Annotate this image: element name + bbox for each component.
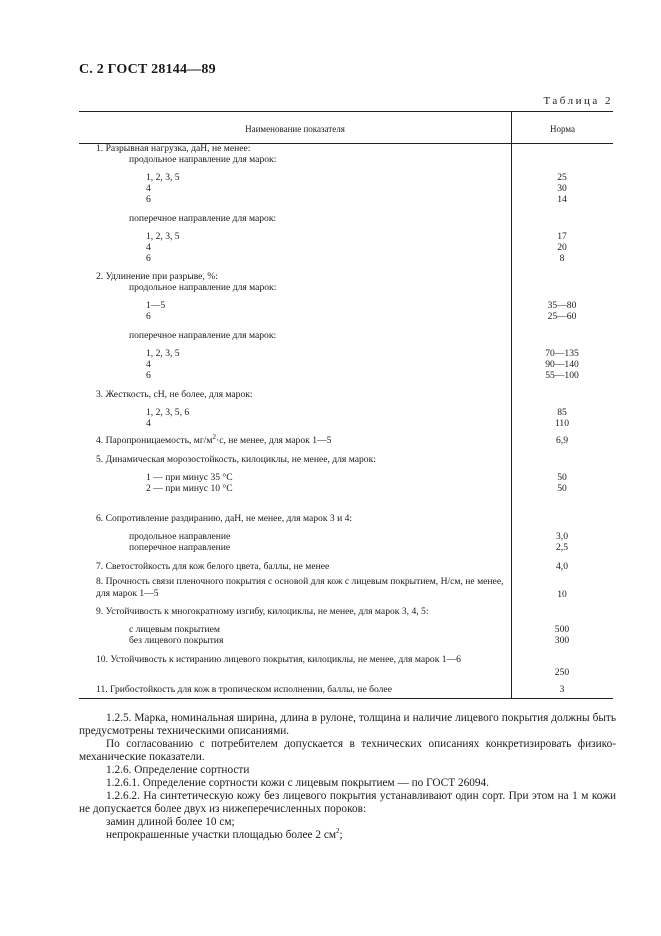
- page-header: С. 2 ГОСТ 28144—89: [79, 62, 216, 77]
- norm-value: 8: [559, 253, 565, 264]
- table-bottom-border: [79, 698, 613, 699]
- row-label: поперечное направление: [129, 542, 231, 553]
- norm-value: 6,9: [556, 435, 568, 446]
- row-label: 6. Сопротивление раздиранию, даН, не менее, для марок 3 и 4:: [96, 513, 353, 524]
- row-label: поперечное направление для марок:: [129, 330, 277, 341]
- column-header-name: Наименование показателя: [245, 124, 345, 134]
- norm-value: 35—80: [547, 300, 577, 311]
- row-label: 1, 2, 3, 5: [146, 231, 180, 242]
- norm-value: 17: [557, 231, 567, 242]
- norm-value: 4,0: [556, 561, 568, 572]
- norm-value: 70—135: [545, 348, 579, 359]
- spec-table: [79, 111, 613, 699]
- norm-value: 85: [557, 407, 567, 418]
- row-label: [96, 432, 332, 447]
- defect-item-text: непрокрашенные участки площадью более 2 см: [106, 829, 337, 841]
- defect-item-2: [106, 829, 606, 842]
- row-label-text: 4. Паропроницаемость, мг/м: [96, 435, 213, 446]
- row-label: 6: [146, 311, 151, 322]
- row-label: 4: [146, 418, 151, 429]
- norm-value: 110: [554, 418, 570, 429]
- row-label: 1, 2, 3, 5: [146, 172, 180, 183]
- row-label: 1. Разрывная нагрузка, даН, не менее:: [96, 143, 251, 154]
- norm-value: 25: [557, 172, 567, 183]
- row-label: с лицевым покрытием: [129, 624, 220, 635]
- paragraph-1-2-6-2: 1.2.6.2. На синтетическую кожу без лицевого покрытия устанавливают один сорт. При этом на 1 м кожи не допускается более двух из нижеперечисленных пороков:: [79, 790, 616, 815]
- row-label: продольное направление для марок:: [129, 154, 277, 165]
- row-label: 4: [146, 359, 151, 370]
- row-label: 5. Динамическая морозостойкость, килоциклы, не менее, для марок:: [96, 454, 376, 465]
- norm-value: 25—60: [547, 311, 577, 322]
- row-label: 3. Жесткость, сН, не более, для марок:: [96, 389, 253, 400]
- paragraph-1-2-5: 1.2.5. Марка, номинальная ширина, длина в рулоне, толщина и наличие лицевого покрытия должны быть предусмотрены техническими описаниями.: [79, 712, 616, 737]
- row-label: 9. Устойчивость к многократному изгибу, килоциклы, не менее, для марок 3, 4, 5:: [96, 606, 429, 617]
- row-label: 2 — при минус 10 °С: [146, 483, 233, 494]
- norm-value: 55—100: [545, 370, 579, 381]
- row-label: 1 — при минус 35 °С: [146, 472, 233, 483]
- norm-value: 14: [557, 194, 567, 205]
- paragraph-agreement: По согласованию с потребителем допускается в технических описаниях конкретизировать физико-механические показатели.: [79, 738, 616, 763]
- row-label: 7. Светостойкость для кож белого цвета, баллы, не менее: [96, 561, 330, 572]
- norm-value: 90—140: [545, 359, 579, 370]
- row-label: поперечное направление для марок:: [129, 213, 277, 224]
- row-label: 8. Прочность связи пленочного покрытия с основой для кож с лицевым покрытием, Н/см, не менее, для марок 1—5: [96, 576, 504, 599]
- section-heading-1-2-6: 1.2.6. Определение сортности: [106, 764, 250, 776]
- norm-value: 300: [554, 635, 570, 646]
- norm-value: 10: [557, 589, 567, 600]
- row-label-text: ·с, не менее, для марок 1—5: [216, 435, 332, 446]
- defect-item-1: замин длиной более 10 см;: [106, 816, 235, 828]
- row-label: 4: [146, 242, 151, 253]
- norm-value: 3,0: [556, 531, 568, 542]
- table-top-border: [79, 111, 613, 112]
- norm-value: 50: [557, 472, 567, 483]
- norm-value: 500: [554, 624, 570, 635]
- row-label: 10. Устойчивость к истиранию лицевого покрытия, килоциклы, не менее, для марок 1—6: [96, 654, 461, 665]
- defect-item-punct: ;: [339, 829, 343, 841]
- row-label: 1—5: [146, 300, 166, 311]
- row-label: продольное направление: [129, 531, 231, 542]
- norm-value: 250: [554, 667, 570, 678]
- norm-value: 2,5: [556, 542, 568, 553]
- norm-value: 3: [559, 684, 565, 695]
- row-label: 2. Удлинение при разрыве, %:: [96, 271, 218, 282]
- unit-superscript: 2: [336, 827, 340, 836]
- row-label: 1, 2, 3, 5, 6: [146, 407, 190, 418]
- unit-superscript: 2: [212, 432, 216, 441]
- paragraph-1-2-6-1: 1.2.6.1. Определение сортности кожи с лицевым покрытием — по ГОСТ 26094.: [106, 777, 490, 789]
- row-label: 6: [146, 194, 151, 205]
- row-label: 4: [146, 183, 151, 194]
- row-label: 11. Грибостойкость для кож в тропическом исполнении, баллы, не более: [96, 684, 392, 695]
- row-label: без лицевого покрытия: [129, 635, 224, 646]
- norm-value: 20: [557, 242, 567, 253]
- row-label: 6: [146, 370, 151, 381]
- table-caption: Таблица 2: [543, 95, 613, 107]
- norm-value: 30: [557, 183, 567, 194]
- row-label: продольное направление для марок:: [129, 282, 277, 293]
- norm-value: 50: [557, 483, 567, 494]
- row-label: 6: [146, 253, 151, 264]
- column-header-norm: Норма: [550, 124, 575, 134]
- row-label: 1, 2, 3, 5: [146, 348, 180, 359]
